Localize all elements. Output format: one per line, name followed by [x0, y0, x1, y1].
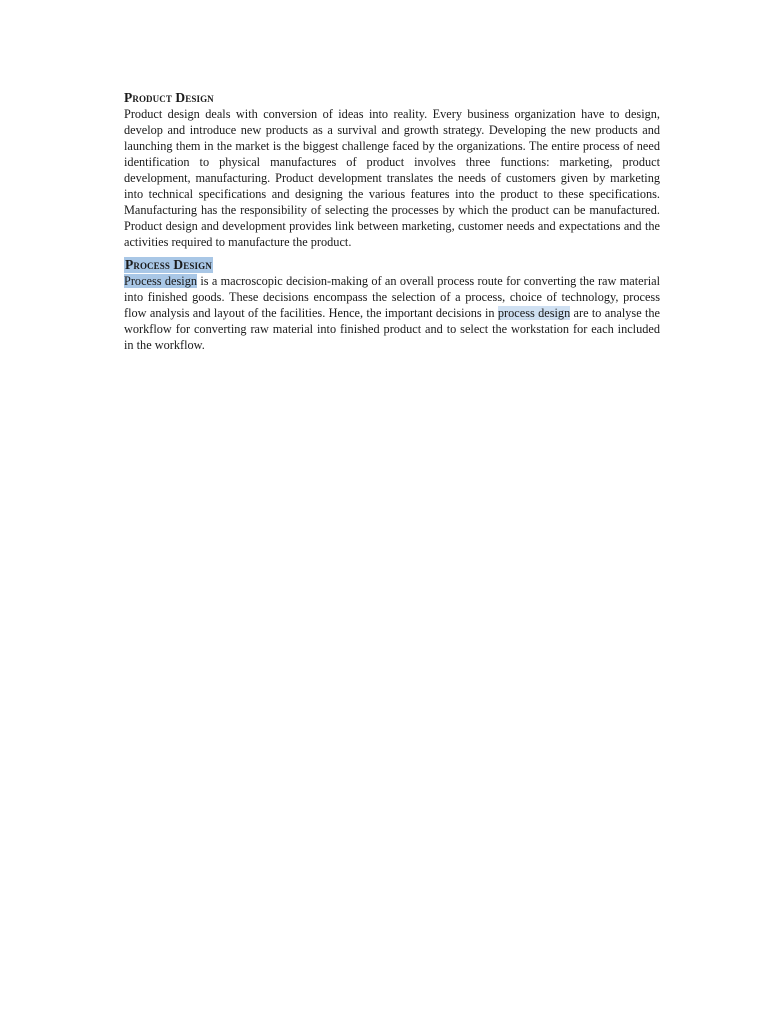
product-design-paragraph: Product design deals with conversion of ideas into reality. Every business organization have to design, develop and introduce new products as a survival and growth strategy. Developing the new products and launching them in the market is the biggest challenge faced by the organizations. The entire process of need identification to physical manufactures of product involves three functions: marketing, product development, manufacturing. Product development translates the needs of customers given by marketing into technical specifications and designing the various features into the product to these specifications. Manufacturing has the responsibility of selecting the processes by which the product can be manufactured. Product design and development provides link between marketing, customer needs and expectations and the activities required to manufacture the product. [124, 107, 660, 249]
section-heading-product-design [124, 90, 660, 106]
process-design-text-1: is a macroscopic decision-making of an overall process route for converting the raw material into finished goods. These decisions encompass the selection of a process, choice of technology, process flow analysis and layout of the facilities. Hence, the important decisions in [124, 274, 660, 320]
process-design-heading-text: Process Design [125, 257, 212, 272]
search-highlight-1: Process design [124, 274, 197, 288]
process-design-paragraph [124, 273, 660, 353]
document-content [124, 90, 660, 353]
process-design-text-2: are to analyse the workflow for converting raw material into finished product and to select the workstation for each included in the workflow. [124, 306, 660, 352]
section-heading-process-design [124, 257, 660, 273]
search-highlight-2: process design [497, 306, 571, 320]
product-design-heading-text: Product Design [124, 90, 214, 105]
